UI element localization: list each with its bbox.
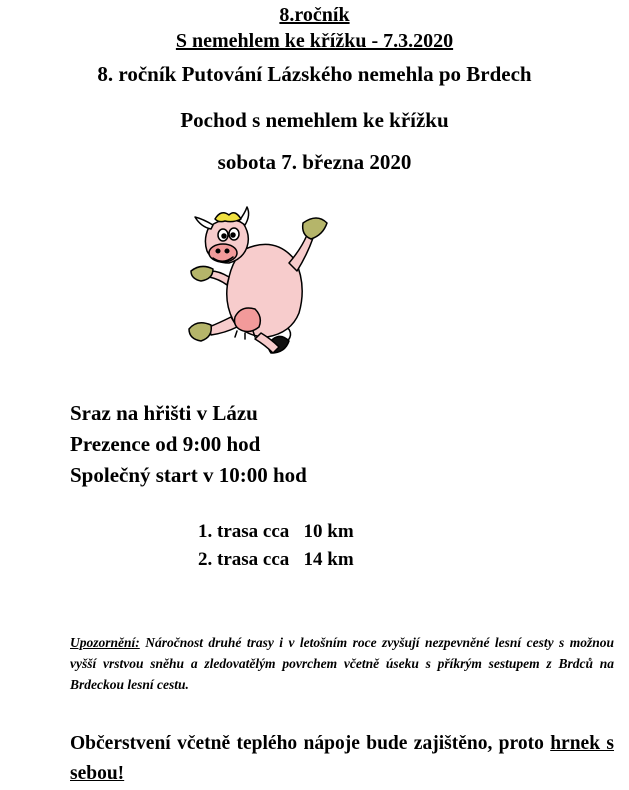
warning-text: Náročnost druhé trasy i v letošním roce zvyšují nezpevněné lesní cesty s možnou vyšší vrstvou sněhu a zledovatělým povrchem včetně úseku s příkrým sestupem z Brdců na Brdeckou lesní cestu. [70,635,614,692]
registration-time: Prezence od 9:00 hod [70,432,261,456]
warning-notice [70,632,614,695]
edition-heading: 8.ročník [279,4,350,26]
meeting-point: Sraz na hřišti v Lázu [70,401,258,425]
refreshments-note [70,729,614,789]
route-1: 1. trasa cca 10 km [198,521,354,542]
event-date: sobota 7. března 2020 [217,150,412,174]
event-title: S nemehlem ke křížku - 7.3.2020 [175,30,454,52]
refreshments-text: Občerstvení včetně teplého nápoje bude zajištěno, proto [70,733,551,754]
cow-mascot-icon [185,205,335,370]
route-2: 2. trasa cca 14 km [198,549,354,570]
event-name: Pochod s nemehlem ke křížku [180,108,449,132]
event-subtitle: 8. ročník Putování Lázského nemehla po Brdech [97,62,532,86]
warning-label: Upozornění: [70,635,140,650]
refreshments-emphasis: hrnek s sebou! [70,733,615,784]
start-time: Společný start v 10:00 hod [70,463,307,487]
